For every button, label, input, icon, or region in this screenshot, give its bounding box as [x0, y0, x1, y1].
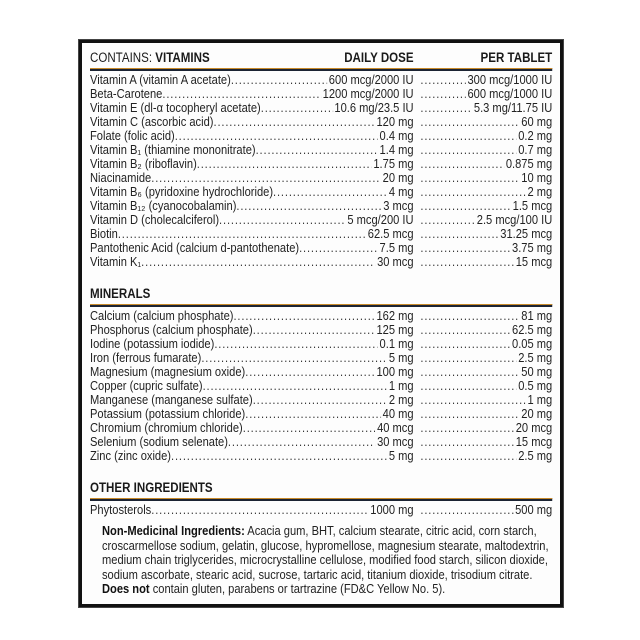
vitamins-list — [90, 73, 552, 269]
daily-dose-value: 5 mg — [388, 449, 414, 463]
dot-leader — [420, 87, 465, 101]
daily-dose-value: 30 mcg — [377, 435, 414, 449]
dot-leader — [118, 227, 366, 241]
per-tablet-value: 500 mg — [515, 503, 553, 517]
ingredient-row — [90, 143, 552, 157]
dot-leader — [420, 171, 519, 185]
dot-leader — [219, 213, 346, 227]
per-tablet-value: 0.7 mg — [518, 143, 553, 157]
daily-dose-value: 62.5 mcg — [367, 227, 414, 241]
daily-dose-value: 162 mg — [376, 309, 414, 323]
minerals-list — [90, 309, 552, 463]
ingredient-row — [90, 241, 552, 255]
ingredient-row — [90, 421, 552, 435]
dot-leader — [420, 213, 475, 227]
other-ingredients-header — [90, 473, 552, 495]
dot-leader — [420, 323, 510, 337]
ingredient-row — [90, 115, 552, 129]
per-tablet-value: 15 mcg — [515, 255, 553, 269]
dot-leader — [420, 351, 516, 365]
does-not-label: Does not — [101, 581, 150, 596]
per-tablet-value: 2.5 mcg/100 IU — [476, 213, 553, 227]
daily-dose-value: 10.6 mg/23.5 IU — [334, 101, 414, 115]
dot-leader — [420, 143, 516, 157]
ingredient-name: Phosphorus (calcium phosphate) — [90, 323, 253, 337]
per-tablet-value: 60 mg — [521, 115, 553, 129]
per-tablet-value: 0.875 mg — [505, 157, 553, 171]
daily-dose-value: 40 mcg — [377, 421, 414, 435]
ingredient-row — [90, 435, 552, 449]
dot-leader — [420, 407, 519, 421]
ingredient-row — [90, 101, 552, 115]
dot-leader — [245, 365, 374, 379]
per-tablet-value: 0.05 mg — [512, 337, 553, 351]
dot-leader — [273, 185, 387, 199]
ingredient-name: Calcium (calcium phosphate) — [90, 309, 234, 323]
ingredient-row — [90, 157, 552, 171]
other-ingredients-list — [90, 503, 552, 517]
ingredient-name: Niacinamide — [90, 171, 152, 185]
ingredient-name: Phytosterols — [90, 503, 152, 517]
dot-leader — [420, 255, 514, 269]
ingredient-row — [90, 449, 552, 463]
dot-leader — [420, 365, 519, 379]
dot-leader — [299, 241, 378, 255]
daily-dose-value: 0.4 mg — [379, 129, 414, 143]
dot-leader — [420, 337, 510, 351]
dot-leader — [420, 73, 465, 87]
ingredient-row — [90, 171, 552, 185]
vitamins-header — [90, 43, 552, 65]
dot-leader — [253, 393, 387, 407]
daily-dose-value: 2 mg — [388, 393, 414, 407]
ingredient-row — [90, 503, 552, 517]
dot-leader — [420, 241, 510, 255]
ingredient-name: Potassium (potassium chloride) — [90, 407, 246, 421]
ingredient-row — [90, 393, 552, 407]
ingredients-table — [90, 43, 552, 597]
ingredient-name: Vitamin B₆ (pyridoxine hydrochloride) — [90, 185, 274, 199]
ingredient-name: Vitamin C (ascorbic acid) — [90, 115, 214, 129]
per-tablet-value: 3.75 mg — [512, 241, 553, 255]
ingredient-row — [90, 365, 552, 379]
daily-dose-value: 5 mg — [388, 351, 414, 365]
daily-dose-value: 40 mg — [382, 407, 414, 421]
dot-leader — [175, 129, 378, 143]
ingredient-row — [90, 213, 552, 227]
per-tablet-value: 600 mcg/1000 IU — [467, 87, 553, 101]
per-tablet-value: 0.2 mg — [518, 129, 553, 143]
daily-dose-value: 100 mg — [376, 365, 414, 379]
per-tablet-value: 62.5 mg — [512, 323, 553, 337]
daily-dose-value: 1200 mcg/2000 IU — [322, 87, 414, 101]
per-tablet-value: 2.5 mg — [518, 449, 553, 463]
dot-leader — [420, 435, 514, 449]
ingredient-name: Vitamin A (vitamin A acetate) — [90, 73, 231, 87]
minerals-header — [90, 279, 552, 301]
dot-leader — [420, 157, 504, 171]
ingredient-row — [90, 129, 552, 143]
daily-dose-value: 0.1 mg — [379, 337, 414, 351]
ingredient-row — [90, 199, 552, 213]
dot-leader — [420, 227, 498, 241]
dot-leader — [420, 449, 516, 463]
ingredient-row — [90, 87, 552, 101]
dot-leader — [420, 393, 525, 407]
dot-leader — [256, 143, 378, 157]
ingredient-row — [90, 337, 552, 351]
ingredient-row — [90, 407, 552, 421]
per-tablet-value: 20 mg — [521, 407, 553, 421]
dot-leader — [214, 337, 377, 351]
ingredient-name: Vitamin B₂ (riboflavin) — [90, 157, 197, 171]
ingredient-name: Folate (folic acid) — [90, 129, 175, 143]
daily-dose-value: 30 mcg — [377, 255, 414, 269]
daily-dose-value: 5 mcg/200 IU — [347, 213, 414, 227]
daily-dose-header: DAILY DOSE — [344, 50, 414, 65]
dot-leader — [197, 157, 372, 171]
dot-leader — [420, 421, 514, 435]
ingredient-name: Pantothenic Acid (calcium d-pantothenate) — [90, 241, 300, 255]
daily-dose-value: 600 mcg/2000 IU — [328, 73, 414, 87]
ingredient-name: Zinc (zinc oxide) — [90, 449, 172, 463]
divider — [90, 498, 552, 501]
supplement-facts-panel — [79, 40, 563, 607]
dot-leader — [231, 73, 327, 87]
dot-leader — [151, 171, 381, 185]
ingredient-name: Magnesium (magnesium oxide) — [90, 365, 246, 379]
dot-leader — [420, 309, 519, 323]
ingredient-row — [90, 73, 552, 87]
dot-leader — [420, 185, 525, 199]
daily-dose-value: 120 mg — [376, 115, 414, 129]
per-tablet-value: 31.25 mcg — [500, 227, 553, 241]
dot-leader — [162, 87, 321, 101]
does-not-text: contain gluten, parabens or tartrazine (FD&C Yellow No. 5). — [149, 581, 446, 596]
per-tablet-value: 2 mg — [527, 185, 553, 199]
daily-dose-value: 125 mg — [376, 323, 414, 337]
ingredient-name: Selenium (sodium selenate) — [90, 435, 228, 449]
dot-leader — [203, 379, 388, 393]
dot-leader — [420, 379, 516, 393]
daily-dose-value: 1.75 mg — [373, 157, 414, 171]
other-ingredients-title: OTHER INGREDIENTS — [90, 480, 213, 495]
non-medicinal-ingredients — [90, 524, 552, 597]
ingredient-name: Vitamin K₁ — [90, 255, 142, 269]
daily-dose-value: 20 mg — [382, 171, 414, 185]
ingredient-row — [90, 351, 552, 365]
minerals-title: MINERALS — [90, 286, 151, 301]
ingredient-name: Vitamin B₁₂ (cyanocobalamin) — [90, 199, 237, 213]
ingredient-name: Vitamin D (cholecalciferol) — [90, 213, 220, 227]
ingredient-name: Beta-Carotene — [90, 87, 163, 101]
per-tablet-value: 50 mg — [521, 365, 553, 379]
non-medicinal-text: Acacia gum, BHT, calcium stearate, citric acid, corn starch, croscarmellose sodium, gelatin, glucose, hypromellose, magnesium stearate, maltodextrin, medium chain triglycerides, microcrystalline cellulose, modified food starch, silicon dioxide, sodium ascorbate, stearic acid, sucrose, tartaric acid, titanium dioxide, trisodium citrate. — [101, 523, 549, 582]
divider — [90, 68, 552, 71]
dot-leader — [420, 101, 472, 115]
per-tablet-value: 300 mcg/1000 IU — [467, 73, 553, 87]
ingredient-name: Vitamin E (dl-α tocopheryl acetate) — [90, 101, 261, 115]
dot-leader — [420, 129, 516, 143]
ingredient-row — [90, 309, 552, 323]
per-tablet-value: 5.3 mg/11.75 IU — [473, 101, 553, 115]
ingredient-row — [90, 379, 552, 393]
ingredient-row — [90, 255, 552, 269]
dot-leader — [420, 115, 519, 129]
vitamins-title: VITAMINS — [155, 50, 210, 65]
ingredient-name: Iron (ferrous fumarate) — [90, 351, 202, 365]
daily-dose-value: 1000 mg — [370, 503, 414, 517]
per-tablet-value: 20 mcg — [515, 421, 553, 435]
non-medicinal-label: Non-Medicinal Ingredients: — [101, 523, 245, 538]
dot-leader — [228, 435, 375, 449]
dot-leader — [201, 351, 387, 365]
ingredient-row — [90, 227, 552, 241]
dot-leader — [151, 503, 368, 517]
dot-leader — [141, 255, 375, 269]
dot-leader — [171, 449, 387, 463]
dot-leader — [233, 309, 374, 323]
dot-leader — [253, 323, 375, 337]
per-tablet-value: 81 mg — [521, 309, 553, 323]
ingredient-name: Iodine (potassium iodide) — [90, 337, 215, 351]
per-tablet-value: 2.5 mg — [518, 351, 553, 365]
per-tablet-value: 0.5 mg — [518, 379, 553, 393]
per-tablet-header: PER TABLET — [480, 50, 553, 65]
ingredient-name: Vitamin B₁ (thiamine mononitrate) — [90, 143, 256, 157]
daily-dose-value: 1 mg — [388, 379, 414, 393]
per-tablet-value: 1 mg — [527, 393, 553, 407]
ingredient-row — [90, 185, 552, 199]
daily-dose-value: 7.5 mg — [379, 241, 414, 255]
ingredient-name: Manganese (manganese sulfate) — [90, 393, 253, 407]
daily-dose-value: 3 mcg — [383, 199, 414, 213]
per-tablet-value: 1.5 mcg — [512, 199, 553, 213]
dot-leader — [245, 407, 381, 421]
ingredient-name: Copper (cupric sulfate) — [90, 379, 203, 393]
dot-leader — [420, 199, 511, 213]
ingredient-name: Biotin — [90, 227, 118, 241]
dot-leader — [420, 503, 513, 517]
dot-leader — [261, 101, 333, 115]
per-tablet-value: 10 mg — [521, 171, 553, 185]
divider — [90, 304, 552, 307]
per-tablet-value: 15 mcg — [515, 435, 553, 449]
ingredient-name: Chromium (chromium chloride) — [90, 421, 243, 435]
contains-label: CONTAINS: — [90, 50, 153, 65]
ingredient-row — [90, 323, 552, 337]
dot-leader — [243, 421, 376, 435]
daily-dose-value: 1.4 mg — [379, 143, 414, 157]
dot-leader — [236, 199, 381, 213]
dot-leader — [213, 115, 374, 129]
daily-dose-value: 4 mg — [388, 185, 414, 199]
